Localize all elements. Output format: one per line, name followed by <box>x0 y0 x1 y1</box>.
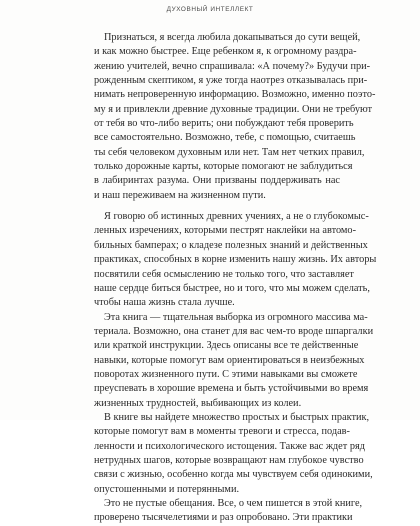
paragraph <box>94 497 363 526</box>
text-line: проверено тысячелетиями и раз опробовано. Эти практики <box>94 512 353 524</box>
text-line: бильных бамперах; о кладезе полезных знаний и действенных <box>94 239 368 251</box>
text-line: териала. Возможно, она станет для вас чем-то вроде шпаргалки <box>94 325 374 337</box>
text-line: и наш переживаем на жизненном пути. <box>94 189 266 201</box>
text-line: посвятили себя осмыслению не только того, что заставляет <box>94 268 354 280</box>
text-line: нетрудных шагов, которые возвращают нам глубокое чувство <box>94 454 364 466</box>
text-line: Признаться, я всегда любила докапываться до сути вещей, <box>104 32 361 43</box>
text-line: только дорожные карты, которые помогают не заблудиться <box>94 161 353 173</box>
text-line: В книге вы найдете множество простых и быстрых практик, <box>104 411 370 423</box>
text-line: которые помогут вам в моменты тревоги и стресса, подав- <box>94 426 350 438</box>
text-line: опустошенными и потерянными. <box>94 483 240 495</box>
text-line: ты себя человеком духовным или нет. Там нет четких правил, <box>94 146 365 158</box>
text-line: от тебя во что-либо верить; они побуждают тебя проверить <box>94 118 354 130</box>
paragraph <box>94 31 376 203</box>
text-line: все самостоятельно. Возможно, тебе, с помощью, считаешь <box>94 132 356 144</box>
text-line: или краткой инструкции. Здесь описаны все те действенные <box>94 340 359 352</box>
text-line: Эта книга — тщательная выборка из огромного массива ма- <box>104 311 368 323</box>
text-line: рожденным скептиком, я уже тогда наотрез отказывалась при- <box>94 75 368 87</box>
text-line: ленности и психологического истощения. Также вас ждет ряд <box>94 440 365 452</box>
paragraph <box>94 210 377 310</box>
text-line: Я говорю об истинных древних учениях, а не о глубокомыс- <box>104 211 369 223</box>
text-line: связи с жизнью, особенно когда мы чувствуем себя одинокими, <box>94 469 373 481</box>
text-line: в лабиринтах разума. Они призваны поддерживать нас <box>94 175 340 187</box>
text-line: навыки, которые помогут вам ориентироваться в неизбежных <box>94 354 365 366</box>
text-line: жизненных трудностей, выбивающих из колеи. <box>94 397 302 409</box>
text-line: преуспевать в хорошие времена и быть устойчивыми во время <box>94 383 369 395</box>
body-text <box>94 31 377 526</box>
paragraph <box>94 311 374 411</box>
text-line: нимать непроверенную информацию. Возможно, именно поэто- <box>94 89 376 101</box>
paragraph <box>94 411 373 497</box>
text-line: и как можно быстрее. Еще ребенком я, к огромному раздра- <box>94 46 357 58</box>
text-line: жению учителей, вечно спрашивала: «А почему?» Будучи при- <box>94 60 371 72</box>
paragraph-gap <box>94 203 340 210</box>
text-line: наше сердце биться быстрее, но и того, что мы можем сделать, <box>94 282 370 294</box>
text-line: Это не пустые обещания. Все, о чем пишется в этой книге, <box>104 498 363 509</box>
running-header: ДУХОВНЫЙ ИНТЕЛЛЕКТ <box>166 6 254 13</box>
text-line: практиках, способных в корне изменить нашу жизнь. Их авторы <box>94 254 377 266</box>
text-line: му я и привлекли древние духовные традиции. Они не требуют <box>94 103 373 115</box>
text-line: поворотах жизненного пути. С этими навыками вы сможете <box>94 368 358 380</box>
text-line: ленных изречениях, которыми пестрят наклейки на автомо- <box>94 225 357 237</box>
text-line: чтобы наша жизнь стала лучше. <box>94 297 235 309</box>
